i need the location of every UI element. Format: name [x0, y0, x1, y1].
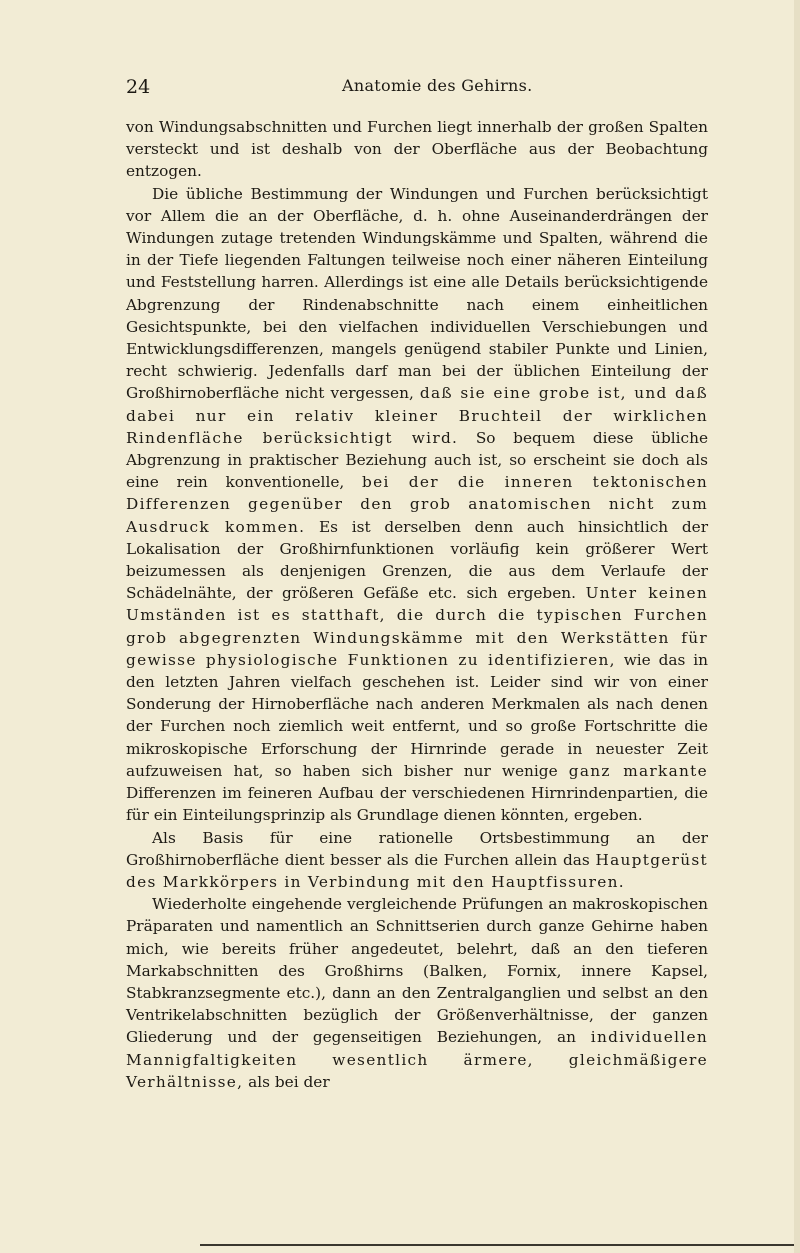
- text-run: So bequem diese übliche Abgrenzung in praktischer Beziehung auch ist, so erscheint sie doch als eine rein konventionelle,: [126, 428, 708, 492]
- body-text: [126, 116, 708, 1093]
- text-run: wie das in den letzten Jahren vielfach geschehen ist. Leider sind wir von einer Sonderung der Hirnoberfläche nach anderen Merkmalen als nach denen der Furchen noch ziemlich weit entfernt, und so große Fortschritte die mikroskopische Erforschung der Hirnrinde gerade in neuester Zeit aufzuweisen hat, so haben sich bisher nur wenige: [126, 650, 708, 780]
- text-run: Die übliche Bestimmung der Windungen und Furchen berücksichtigt vor Allem die an der Oberfläche, d. h. ohne Auseinanderdrängen der Windungen zutage tretenden Windungskämme und Spalten, während die in der Tiefe liegenden Faltungen teilweise noch einer näheren Einteilung und Feststellung harren. Allerdings ist eine alle Details berücksichtigende Abgrenzung der Rindenabschnitte nach einem einheitlichen Gesichtspunkte, bei den vielfachen individuellen Verschiebungen und Entwicklungsdifferenzen, mangels genügend stabiler Punkte und Linien, recht schwierig. Jedenfalls darf man bei der üblichen Einteilung der Großhirnoberfläche nicht vergessen,: [126, 184, 708, 403]
- page-header: [126, 76, 706, 100]
- emphasized-text: individuellen Mannigfaltigkeiten wesentlich ärmere, gleichmäßigere Verhältnisse,: [126, 1028, 708, 1091]
- paragraph: [126, 183, 708, 827]
- bottom-rule: [200, 1244, 800, 1246]
- text-run: Differenzen im feineren Aufbau der verschiedenen Hirnrindenpartien, die für ein Einteilungsprinzip als Grundlage dienen könnten, ergeben.: [126, 784, 708, 825]
- running-title: Anatomie des Gehirns.: [342, 76, 533, 95]
- text-run: Als Basis für eine rationelle Ortsbestimmung an der Großhirnoberfläche dient besser als die Furchen allein das: [126, 828, 708, 869]
- text-run: Wiederholte eingehende vergleichende Prüfungen an makroskopischen Präparaten und namentlich an Schnittserien durch ganze Gehirne haben mich, wie bereits früher angedeutet, belehrt, daß an den tieferen Markabschnitten des Großhirns (Balken, Fornix, innere Kapsel, Stabkranzsegmente etc.), dann an den Zentralganglien und selbst an den Ventrikelabschnitten bezüglich der Größenverhältnisse, der ganzen Gliederung und der gegenseitigen Beziehungen, an: [126, 895, 708, 1047]
- emphasized-text: ganz markante: [568, 761, 708, 780]
- emphasized-text: bei der die inneren tektonischen Differenzen gegenüber den grob anatomischen nicht zum Ausdruck kommen.: [126, 473, 708, 536]
- emphasized-text: Hauptgerüst des Markkörpers in Verbindung mit den Hauptfissuren.: [126, 850, 708, 891]
- paragraph: [126, 116, 708, 183]
- emphasized-text: Unter keinen Umständen ist es statthaft, die durch die typischen Furchen grob abgegrenzten Windungskämme mit den Werkstätten für gewisse physiologische Funktionen zu identifizieren,: [126, 584, 708, 669]
- paragraph: [126, 827, 708, 894]
- paragraph: [126, 893, 708, 1093]
- page-edge: [794, 0, 800, 1253]
- text-run: von Windungsabschnitten und Furchen liegt innerhalb der großen Spalten versteckt und ist deshalb von der Oberfläche aus der Beobachtung entzogen.: [126, 118, 708, 181]
- page-number: 24: [126, 76, 151, 98]
- emphasized-text: daß sie eine grobe ist, und daß dabei nur ein relativ kleiner Bruchteil der wirklichen Rindenfläche berücksichtigt wird.: [126, 384, 708, 447]
- text-run: als bei der: [243, 1072, 330, 1091]
- text-run: Es ist derselben denn auch hinsichtlich der Lokalisation der Großhirnfunktionen vorläufig kein größerer Wert beizumessen als denjenigen Grenzen, die aus dem Verlaufe der Schädelnähte, der größeren Gefäße etc. sich ergeben.: [126, 517, 709, 603]
